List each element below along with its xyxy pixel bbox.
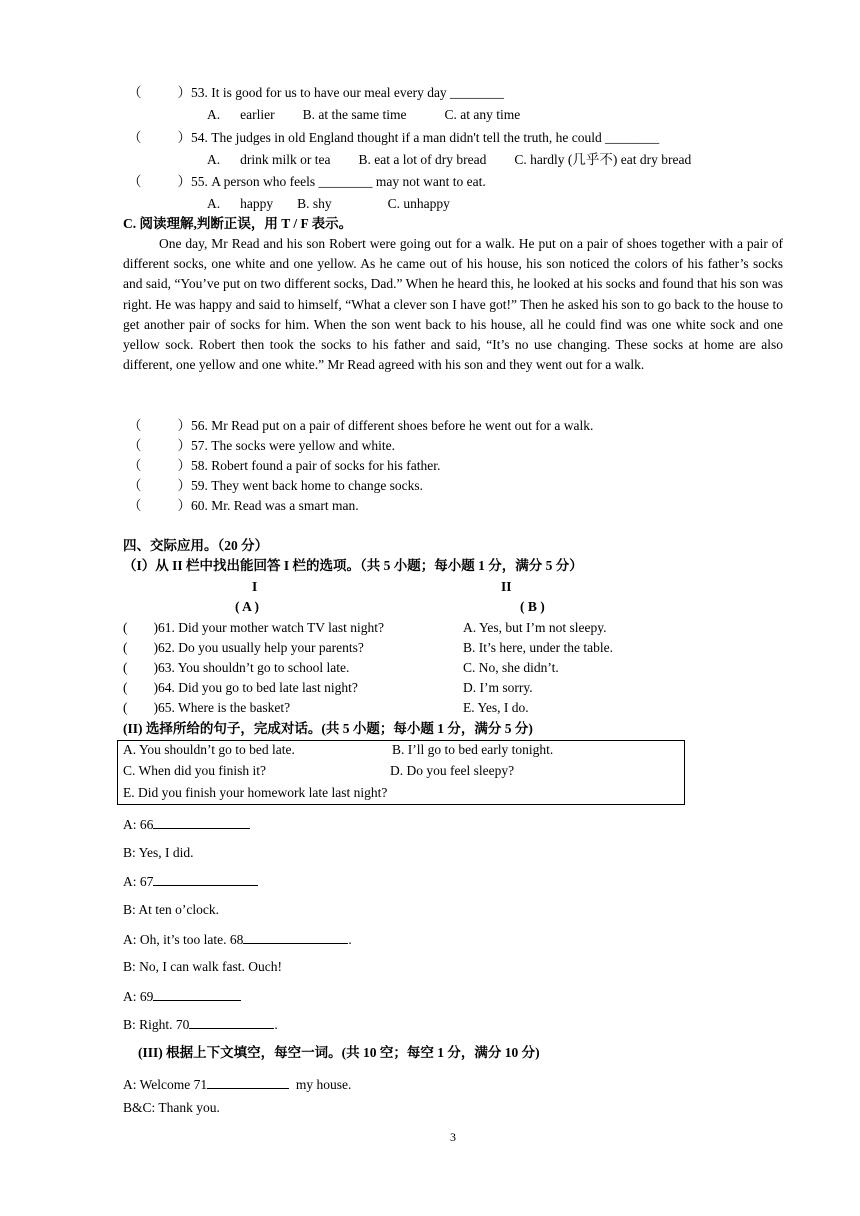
tf-item: （ ）60. Mr. Read was a smart man. <box>128 498 359 513</box>
dialog-line: B: At ten o’clock. <box>123 902 219 917</box>
dialog-line: A: Welcome 71 my house. <box>123 1077 352 1092</box>
choice-b: B. I’ll go to bed early tonight. <box>392 742 554 757</box>
match-answer: A. Yes, but I’m not sleepy. <box>463 620 607 635</box>
dialog-line: B: No, I can walk fast. Ouch! <box>123 959 282 974</box>
tf-item: （ ）59. They went back home to change socks. <box>128 478 424 493</box>
question-55: （ ）55. A person who feels ________ may not want to eat. <box>128 174 486 189</box>
part4-heading: 四、交际应用。（20 分） <box>123 538 269 553</box>
dialog-line: B: Right. 70 . <box>123 1017 278 1032</box>
part4-1-heading: （I）从 II 栏中找出能回答 I 栏的选项。（共 5 小题；每小题 1 分，满分 5 分） <box>123 558 583 573</box>
choice-a: A. You shouldn’t go to bed late. <box>123 742 295 757</box>
tf-item: （ ）56. Mr Read put on a pair of different shoes before he went out for a walk. <box>128 418 594 433</box>
choice-d: D. Do you feel sleepy? <box>390 763 515 778</box>
question-53: （ ）53. It is good for us to have our meal every day ________ <box>128 85 505 100</box>
answer-blank[interactable] <box>189 1015 274 1029</box>
column-b-label: ( B ) <box>520 599 545 614</box>
match-question: ( )65. Where is the basket? <box>123 700 291 715</box>
match-question: ( )63. You shouldn’t go to school late. <box>123 660 350 675</box>
options-54: A. drink milk or tea B. eat a lot of dry bread C. hardly (几乎不) eat dry bread <box>207 152 692 167</box>
match-answer: D. I’m sorry. <box>463 680 533 695</box>
answer-blank[interactable] <box>207 1075 289 1089</box>
answer-blank[interactable] <box>153 987 241 1001</box>
match-question: ( )62. Do you usually help your parents? <box>123 640 364 655</box>
section-c-heading: C. 阅读理解,判断正误，用 T / F 表示。 <box>123 216 353 231</box>
answer-blank[interactable] <box>243 930 348 944</box>
answer-blank[interactable] <box>153 872 258 886</box>
match-answer: C. No, she didn’t. <box>463 660 559 675</box>
part4-2-heading: (II) 选择所给的句子，完成对话。(共 5 小题；每小题 1 分，满分 5 分) <box>123 721 533 736</box>
dialog-line: A: 66 <box>123 815 250 834</box>
part4-3-heading: (III) 根据上下文填空，每空一词。(共 10 空；每空 1 分，满分 10 分) <box>138 1045 540 1060</box>
question-54: （ ）54. The judges in old England thought if a man didn't tell the truth, he could ________ <box>128 130 660 145</box>
options-55: A. happy B. shy C. unhappy <box>207 196 450 211</box>
column-ii-label: II <box>501 579 512 594</box>
dialog-line: A: 67 <box>123 872 258 891</box>
column-a-label: ( A ) <box>235 599 260 614</box>
tf-item: （ ）57. The socks were yellow and white. <box>128 438 395 453</box>
dialog-line: A: 69 <box>123 987 241 1006</box>
match-answer: B. It’s here, under the table. <box>463 640 613 655</box>
match-question: ( )64. Did you go to bed late last night? <box>123 680 358 695</box>
options-53: A. earlier B. at the same time C. at any time <box>207 107 521 122</box>
tf-item: （ ）58. Robert found a pair of socks for his father. <box>128 458 441 473</box>
dialog-line: B&C: Thank you. <box>123 1100 220 1115</box>
answer-blank[interactable] <box>153 815 250 829</box>
match-answer: E. Yes, I do. <box>463 700 529 715</box>
reading-passage: One day, Mr Read and his son Robert were going out for a walk. He put on a pair of shoes together with a pair of different socks, one white and one yellow. As he came out of his house, his son noticed the colors of his father’s socks and said, “You’ve put on two different socks, Dad.” When he heard this, he looked at his socks and found that his son was right. He was happy and said to himself, “What a clever son I have got!” Then he asked his son to go back to the house to get another pair of socks for him. When the son went back to his house, all he could find was one white sock and one yellow sock. Robert then took the socks to his father and said, “It’s no use changing. These socks at home are also different, one yellow and one white.” Mr Read agreed with his son and they went out for a walk. <box>123 236 783 373</box>
match-question: ( )61. Did your mother watch TV last night? <box>123 620 384 635</box>
page-number: 3 <box>450 1130 456 1144</box>
choice-c: C. When did you finish it? <box>123 763 266 778</box>
dialog-line: A: Oh, it’s too late. 68 . <box>123 932 352 947</box>
column-i-label: I <box>252 579 258 594</box>
dialog-line: B: Yes, I did. <box>123 845 194 860</box>
choice-e: E. Did you finish your homework late last night? <box>123 785 388 800</box>
